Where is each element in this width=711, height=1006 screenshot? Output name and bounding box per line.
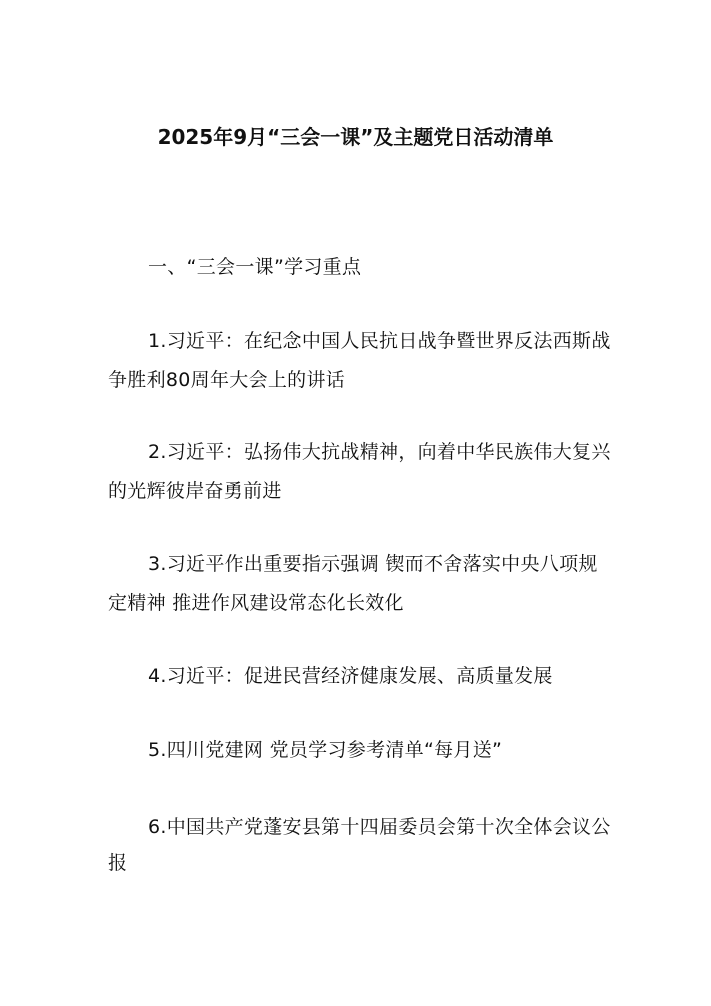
list-item-line: 2.习近平：弘扬伟大抗战精神，向着中华民族伟大复兴	[148, 441, 611, 463]
page-title: 2025年9月“三会一课”及主题党日活动清单	[157, 125, 554, 149]
list-item	[108, 322, 611, 400]
section-heading	[108, 248, 608, 287]
list-item-line: 6.中国共产党蓬安县第十四届委员会第十次全体会议公	[148, 816, 611, 838]
list-item-line: 3.习近平作出重要指示强调 锲而不舍落实中央八项规	[148, 553, 598, 575]
list-item-line: 争胜利80周年大会上的讲话	[108, 369, 346, 391]
list-item-line: 5.四川党建网 党员学习参考清单“每月送”	[148, 739, 503, 761]
list-item	[108, 731, 608, 770]
list-item	[108, 545, 608, 623]
list-item-line: 报	[108, 852, 128, 874]
list-item-line: 定精神 推进作风建设常态化长效化	[108, 592, 404, 614]
section-heading-text: 一、“三会一课”学习重点	[148, 256, 362, 278]
list-item-line: 1.习近平：在纪念中国人民抗日战争暨世界反法西斯战	[148, 330, 611, 352]
list-item	[108, 808, 611, 883]
list-item-line: 的光辉彼岸奋勇前进	[108, 480, 282, 502]
list-item	[108, 433, 611, 511]
list-item	[108, 657, 608, 696]
list-item-line: 4.习近平：促进民营经济健康发展、高质量发展	[148, 665, 553, 687]
